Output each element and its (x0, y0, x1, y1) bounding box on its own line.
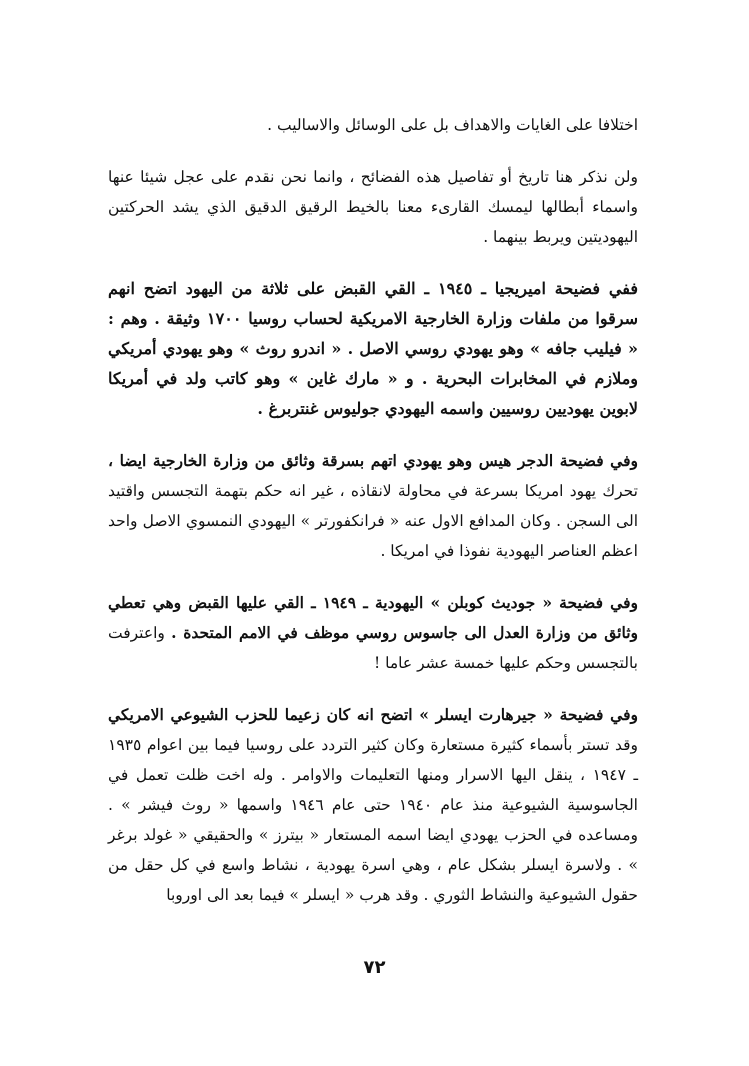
page-body (108, 110, 638, 910)
paragraph-1: اختلافا على الغايات والاهداف بل على الوسائل والاساليب . (267, 116, 638, 134)
page-number: ٧٢ (363, 957, 386, 978)
paragraph-2: ولن نذكر هنا تاريخ أو تفاصيل هذه الفضائح ، وانما نحن نقدم على عجل شيئا عنها واسماء أبطالها ليمسك القارىء معنا بالخيط الرقيق الدقيق الذي يشد الحركتين اليهوديتين ويربط بينهما . (108, 168, 638, 246)
paragraph-6-lead: وفي فضيحة « جيرهارت ايسلر » اتضح انه كان زعيما للحزب الشيوعي الامريكي (108, 705, 638, 724)
paragraph-4-text: تحرك يهود امريكا بسرعة في محاولة لانقاذه ، غير انه حكم بتهمة التجسس واقتيد الى السجن . وكان المدافع الاول عنه « فرانكفورتر » اليهودي النمسوي الاصل واحد اعظم العناصر اليهودية نفوذا في امريكا . (108, 482, 638, 560)
paragraph-6-text: وقد تستر بأسماء كثيرة مستعارة وكان كثير التردد على روسيا فيما بين اعوام ١٩٣٥ ـ ١٩٤٧ ، ينقل اليها الاسرار ومنها التعليمات والاوامر . وله اخت ظلت تعمل في الجاسوسية الشيوعية منذ عام ١٩٤٠ حتى عام ١٩٤٦ واسمها « روث فيشر » . ومساعده في الحزب يهودي ايضا اسمه المستعار « بيترز » والحقيقي « غولد برغر » . ولاسرة ايسلر بشكل عام ، وهي اسرة يهودية ، نشاط واسع في كل حقل من حقول الشيوعية والنشاط الثوري . وقد هرب « ايسلر » فيما بعد الى اوروبا (108, 736, 638, 904)
paragraph-3: ففي فضيحة اميريجيا ـ ١٩٤٥ ـ القي القبض على ثلاثة من اليهود اتضح انهم سرقوا من ملفات وزارة الخارجية الامريكية لحساب روسيا ١٧٠٠ وثيقة . وهم : « فيليب جافه » وهو يهودي روسي الاصل . « اندرو روث » وهو يهودي أمريكي وملازم في المخابرات البحرية . و « مارك غاين » وهو كاتب ولد في أمريكا لابوين يهوديين روسيين واسمه اليهودي جوليوس غنتربرغ . (108, 279, 639, 418)
paragraph-5 (108, 588, 638, 678)
paragraph-5-text: واعترفت بالتجسس وحكم عليها خمسة عشر عاما ! (108, 624, 638, 672)
paragraph-5-lead: وفي فضيحة « جوديث كوبلن » اليهودية ـ ١٩٤٩ ـ القي عليها القبض وهي تعطي وثائق من وزارة العدل الى جاسوس روسي موظف في الامم المتحدة . (108, 593, 639, 642)
paragraph-4 (108, 446, 638, 566)
paragraph-6 (108, 700, 638, 910)
paragraph-4-lead: وفي فضيحة الدجر هيس وهو يهودي اتهم بسرقة وثائق من وزارة الخارجية ايضا ، (108, 451, 638, 470)
